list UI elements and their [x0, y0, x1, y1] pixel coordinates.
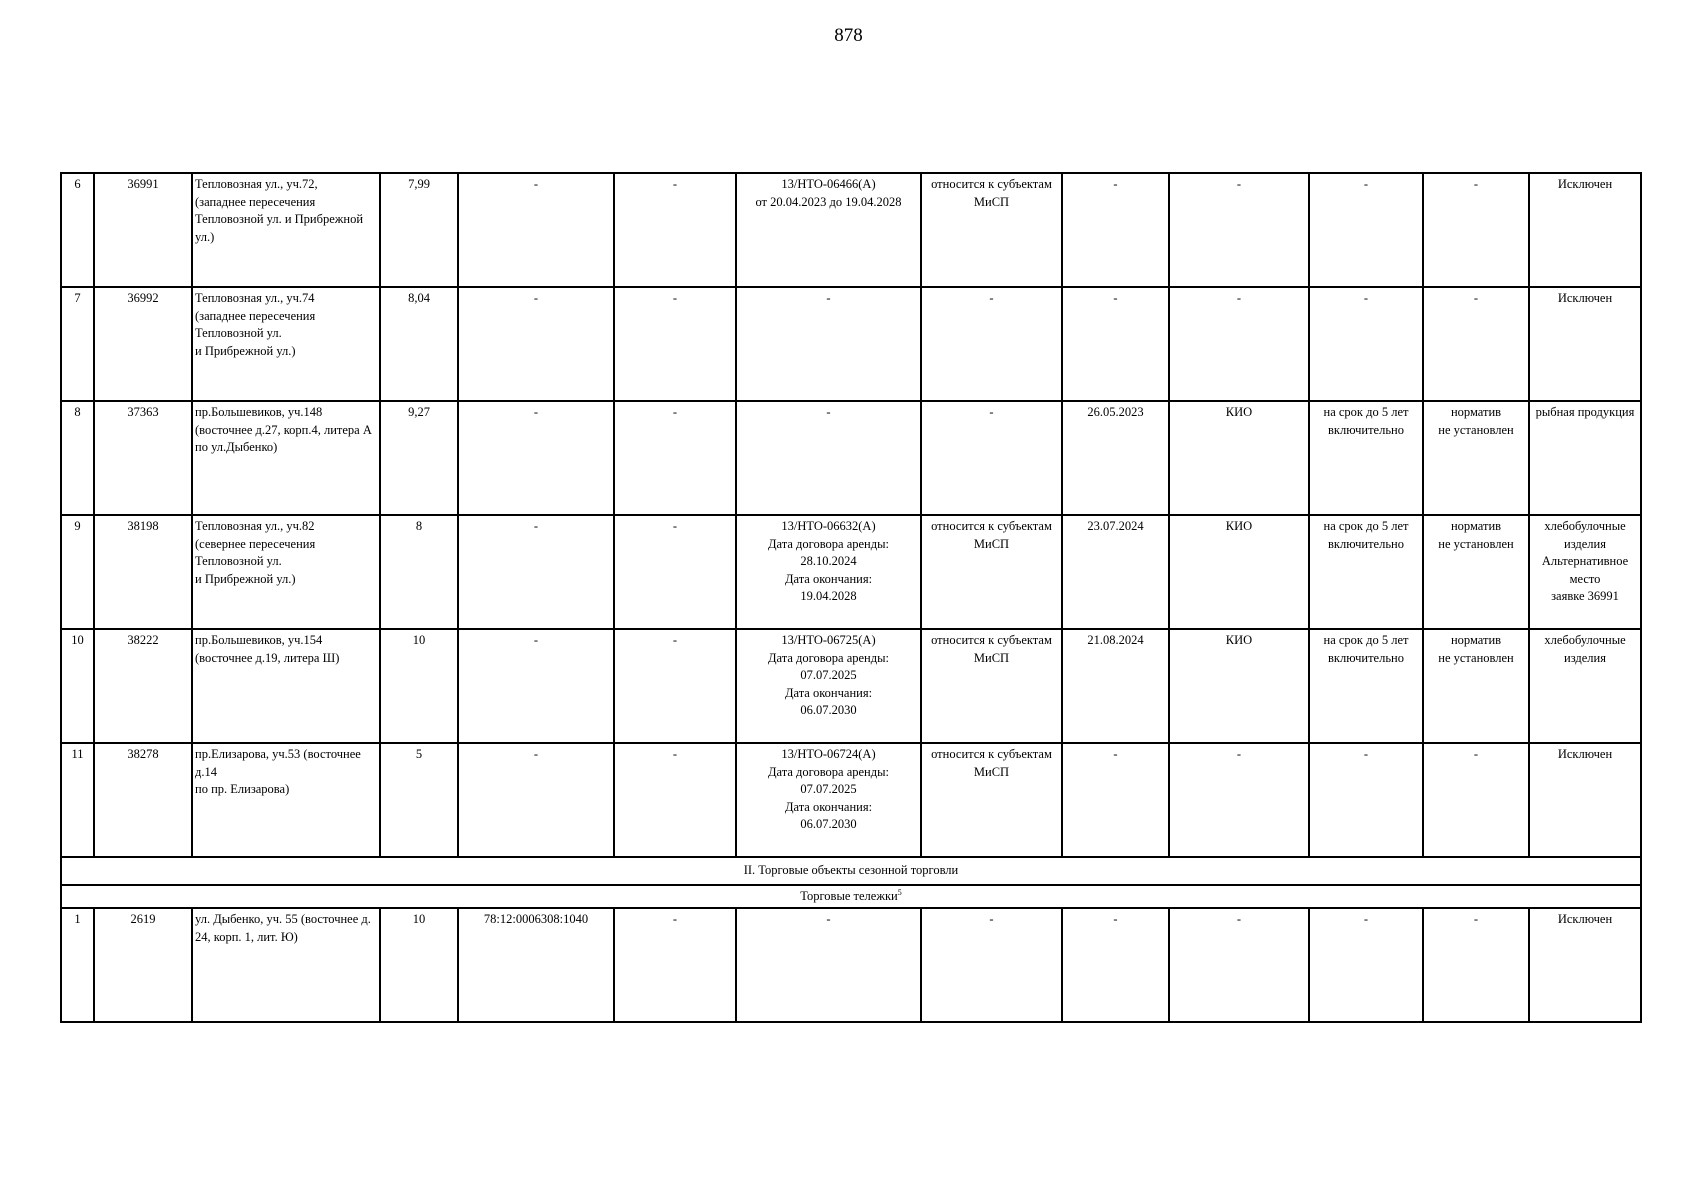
cell-contract: - — [736, 287, 921, 401]
cell-smsp: относится к субъектам МиСП — [921, 743, 1062, 857]
cell-area: 8 — [380, 515, 458, 629]
cell-area: 5 — [380, 743, 458, 857]
page-number: 878 — [834, 25, 863, 46]
cell-cadastral: - — [458, 743, 614, 857]
cell-address: Тепловозная ул., уч.74 (западнее пересечения Тепловозной ул. и Прибрежной ул.) — [192, 287, 380, 401]
cell-contract: 13/НТО-06725(А) Дата договора аренды: 07.07.2025 Дата окончания: 06.07.2030 — [736, 629, 921, 743]
section-header-row — [61, 857, 1641, 885]
cell-smsp: - — [921, 908, 1062, 1022]
cell-date: 23.07.2024 — [1062, 515, 1169, 629]
cell-contract: 13/НТО-06724(А) Дата договора аренды: 07.07.2025 Дата окончания: 06.07.2030 — [736, 743, 921, 857]
footnote-marker: 5 — [897, 887, 902, 897]
cell-org: КИО — [1169, 515, 1309, 629]
cell-norm: - — [1423, 743, 1529, 857]
cell-number: 6 — [61, 173, 94, 287]
cell-term: на срок до 5 лет включительно — [1309, 629, 1423, 743]
cell-term: на срок до 5 лет включительно — [1309, 515, 1423, 629]
cell-cadastral: - — [458, 515, 614, 629]
cell-date: - — [1062, 173, 1169, 287]
cell-org: КИО — [1169, 629, 1309, 743]
cell-col5: - — [614, 287, 736, 401]
cell-id: 36991 — [94, 173, 192, 287]
cell-id: 36992 — [94, 287, 192, 401]
cell-date: - — [1062, 743, 1169, 857]
cell-specialization: Исключен — [1529, 173, 1641, 287]
cell-id: 37363 — [94, 401, 192, 515]
table-row — [61, 515, 1641, 629]
cell-date: 21.08.2024 — [1062, 629, 1169, 743]
cell-id: 2619 — [94, 908, 192, 1022]
cell-area: 7,99 — [380, 173, 458, 287]
cell-norm: - — [1423, 173, 1529, 287]
cell-cadastral: - — [458, 173, 614, 287]
section-title: II. Торговые объекты сезонной торговли — [61, 857, 1641, 885]
cell-cadastral: 78:12:0006308:1040 — [458, 908, 614, 1022]
cell-address: ул. Дыбенко, уч. 55 (восточнее д. 24, корп. 1, лит. Ю) — [192, 908, 380, 1022]
cell-term: - — [1309, 908, 1423, 1022]
cell-cadastral: - — [458, 401, 614, 515]
table-row — [61, 287, 1641, 401]
cell-address: пр.Большевиков, уч.148 (восточнее д.27, корп.4, литера А по ул.Дыбенко) — [192, 401, 380, 515]
cell-specialization: Исключен — [1529, 287, 1641, 401]
cell-smsp: относится к субъектам МиСП — [921, 173, 1062, 287]
cell-norm: - — [1423, 908, 1529, 1022]
table-row — [61, 173, 1641, 287]
cell-smsp: относится к субъектам МиСП — [921, 629, 1062, 743]
cell-area: 9,27 — [380, 401, 458, 515]
cell-id: 38222 — [94, 629, 192, 743]
cell-org: - — [1169, 287, 1309, 401]
cell-specialization: Исключен — [1529, 908, 1641, 1022]
registry-table — [60, 172, 1642, 1023]
cell-smsp: - — [921, 287, 1062, 401]
cell-specialization: Исключен — [1529, 743, 1641, 857]
cell-norm: норматив не установлен — [1423, 401, 1529, 515]
subsection-cell — [61, 885, 1641, 908]
cell-norm: - — [1423, 287, 1529, 401]
cell-id: 38278 — [94, 743, 192, 857]
cell-term: - — [1309, 743, 1423, 857]
cell-date: 26.05.2023 — [1062, 401, 1169, 515]
cell-norm: норматив не установлен — [1423, 629, 1529, 743]
cell-number: 11 — [61, 743, 94, 857]
cell-id: 38198 — [94, 515, 192, 629]
subsection-header-row — [61, 885, 1641, 908]
cell-org: - — [1169, 743, 1309, 857]
cell-smsp: - — [921, 401, 1062, 515]
cell-col5: - — [614, 515, 736, 629]
cell-contract: - — [736, 908, 921, 1022]
cell-col5: - — [614, 173, 736, 287]
cell-specialization: рыбная продукция — [1529, 401, 1641, 515]
subsection-title: Торговые тележки — [800, 888, 898, 903]
cell-number: 9 — [61, 515, 94, 629]
table-row — [61, 401, 1641, 515]
cell-date: - — [1062, 287, 1169, 401]
cell-col5: - — [614, 908, 736, 1022]
cell-norm: норматив не установлен — [1423, 515, 1529, 629]
cell-contract: - — [736, 401, 921, 515]
table-row — [61, 629, 1641, 743]
cell-smsp: относится к субъектам МиСП — [921, 515, 1062, 629]
cell-col5: - — [614, 629, 736, 743]
cell-number: 10 — [61, 629, 94, 743]
cell-number: 1 — [61, 908, 94, 1022]
cell-number: 7 — [61, 287, 94, 401]
cell-date: - — [1062, 908, 1169, 1022]
cell-term: - — [1309, 173, 1423, 287]
cell-contract: 13/НТО-06466(А) от 20.04.2023 до 19.04.2028 — [736, 173, 921, 287]
cell-col5: - — [614, 401, 736, 515]
cell-area: 10 — [380, 908, 458, 1022]
cell-term: на срок до 5 лет включительно — [1309, 401, 1423, 515]
cell-specialization: хлебобулочные изделия — [1529, 629, 1641, 743]
table-row — [61, 908, 1641, 1022]
table-row — [61, 743, 1641, 857]
cell-org: КИО — [1169, 401, 1309, 515]
cell-term: - — [1309, 287, 1423, 401]
cell-area: 8,04 — [380, 287, 458, 401]
cell-address: Тепловозная ул., уч.72, (западнее пересечения Тепловозной ул. и Прибрежной ул.) — [192, 173, 380, 287]
cell-org: - — [1169, 908, 1309, 1022]
cell-number: 8 — [61, 401, 94, 515]
cell-address: пр.Елизарова, уч.53 (восточнее д.14 по пр. Елизарова) — [192, 743, 380, 857]
cell-address: Тепловозная ул., уч.82 (севернее пересечения Тепловозной ул. и Прибрежной ул.) — [192, 515, 380, 629]
cell-area: 10 — [380, 629, 458, 743]
cell-col5: - — [614, 743, 736, 857]
cell-org: - — [1169, 173, 1309, 287]
cell-cadastral: - — [458, 287, 614, 401]
cell-specialization: хлебобулочные изделия Альтернативное место заявке 36991 — [1529, 515, 1641, 629]
cell-address: пр.Большевиков, уч.154 (восточнее д.19, литера Ш) — [192, 629, 380, 743]
cell-cadastral: - — [458, 629, 614, 743]
cell-contract: 13/НТО-06632(А) Дата договора аренды: 28.10.2024 Дата окончания: 19.04.2028 — [736, 515, 921, 629]
